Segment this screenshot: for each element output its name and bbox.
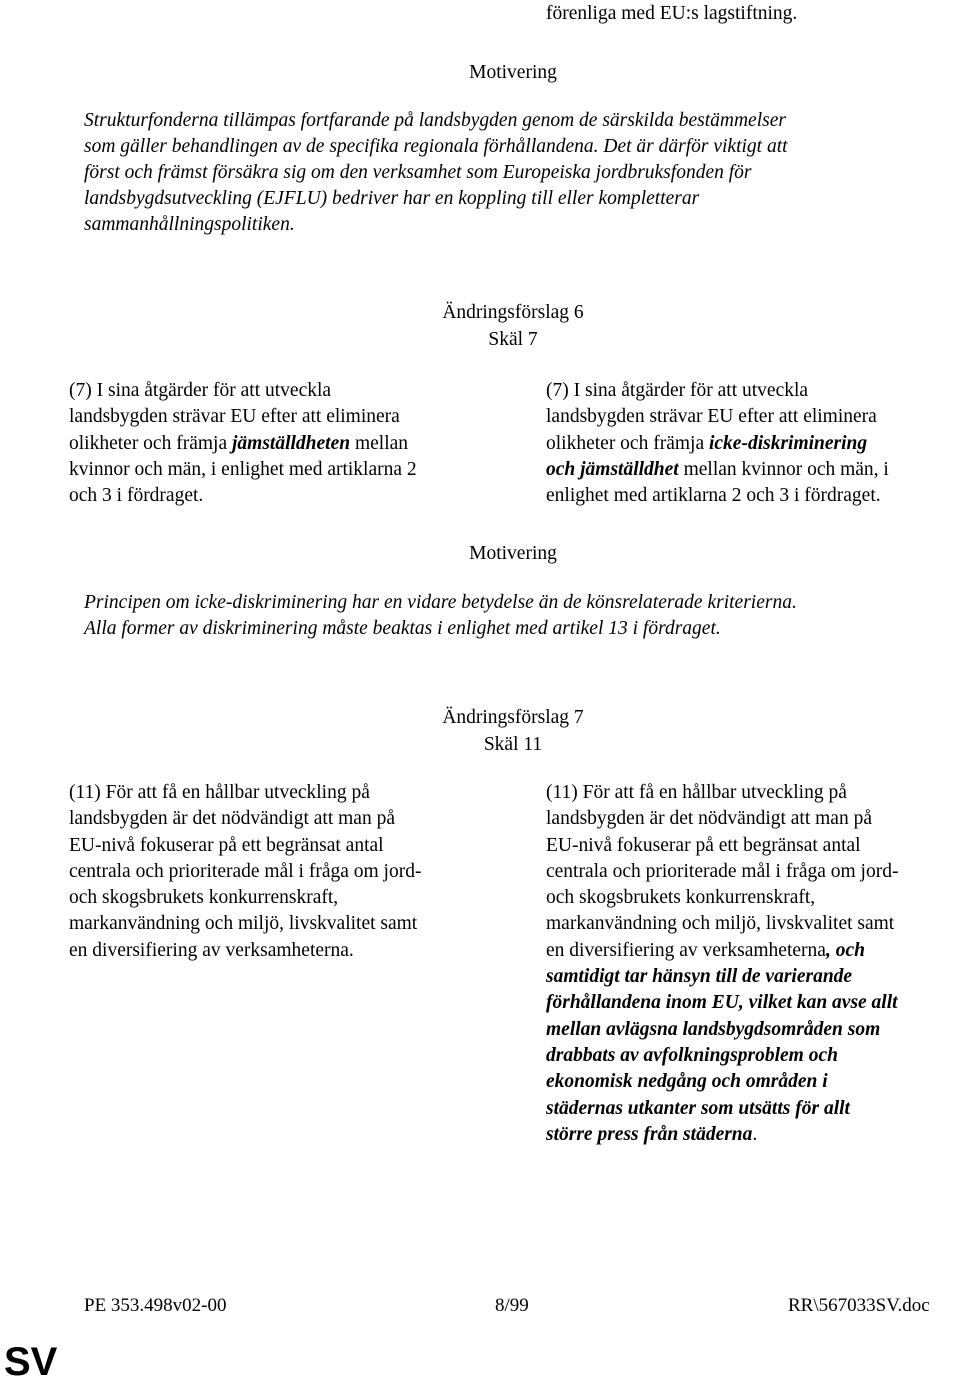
emphasized-text: och jämställdhet [546, 458, 679, 480]
text-line: landsbygden strävar EU efter att eliminera [546, 406, 877, 428]
commission-text-column [69, 378, 417, 509]
text-line: landsbygden strävar EU efter att eliminera [69, 406, 400, 428]
text-line: landsbygden är det nödvändigt att man på [69, 808, 395, 830]
emphasized-line: städernas utkanter som utsätts för allt [546, 1097, 850, 1119]
justification-heading: Motivering [469, 62, 557, 83]
commission-text-column [69, 780, 421, 964]
text-line: markanvändning och miljö, livskvalitet samt [69, 913, 418, 935]
text-line: markanvändning och miljö, livskvalitet samt [546, 913, 895, 935]
emphasized-line: samtidigt tar hänsyn till de varierande [546, 966, 853, 988]
footer-doc-ref: PE 353.498v02-00 [84, 1295, 227, 1316]
text-line: en diversifiering av verksamheterna. [69, 939, 354, 961]
text-line [69, 431, 417, 457]
text-line: och skogsbrukets konkurrenskraft, [546, 887, 816, 909]
footer-file-name: RR\567033SV.doc [788, 1295, 930, 1316]
justification-line: landsbygdsutveckling (EJFLU) bedriver har en koppling till eller kompletterar [84, 188, 700, 209]
text-line: (11) För att få en hållbar utveckling på [546, 782, 847, 803]
text-fragment: mellan kvinnor och män, i [678, 458, 889, 480]
text-line [546, 938, 898, 964]
text-line: och skogsbrukets konkurrenskraft, [69, 887, 339, 909]
emphasized-line: förhållandena inom EU, vilket kan avse allt [546, 992, 898, 1014]
text-line: (7) I sina åtgärder för att utveckla [546, 380, 809, 401]
justification-line: Alla former av diskriminering måste beaktas i enlighet med artikel 13 i fördraget. [84, 618, 721, 639]
text-line [546, 431, 889, 457]
text-fragment: en diversifiering av verksamheterna [546, 939, 826, 961]
text-line: landsbygden är det nödvändigt att man på [546, 808, 872, 830]
text-fragment: mellan [350, 432, 409, 454]
language-code: SV [4, 1340, 58, 1384]
emphasized-text: jämställdheten [231, 432, 351, 454]
text-line: EU-nivå fokuserar på ett begränsat antal [69, 834, 384, 856]
emphasized-text: icke-diskriminering [708, 432, 868, 454]
text-line: (11) För att få en hållbar utveckling på [69, 782, 370, 803]
text-line: EU-nivå fokuserar på ett begränsat antal [546, 834, 861, 856]
justification-line: som gäller behandlingen av de specifika regionala förhållandena. Det är därför viktigt att [84, 136, 788, 157]
text-line: enlighet med artiklarna 2 och 3 i fördraget. [546, 485, 881, 507]
justification-line: Strukturfonderna tillämpas fortfarande på landsbygden genom de särskilda bestämmelser [84, 110, 786, 131]
continuation-text: förenliga med EU:s lagstiftning. [546, 3, 798, 24]
text-fragment: olikheter och främja [546, 432, 709, 454]
emphasized-line: drabbats av avfolkningsproblem och [546, 1044, 838, 1066]
text-fragment: olikheter och främja [69, 432, 232, 454]
justification-body [84, 590, 797, 642]
text-line: centrala och prioriterade mål i fråga om jord- [69, 860, 422, 882]
emphasized-line: mellan avlägsna landsbygdsområden som [546, 1018, 881, 1040]
footer-page-number: 8/99 [495, 1295, 529, 1316]
text-line: kvinnor och män, i enlighet med artiklarna 2 [69, 458, 417, 480]
emphasized-text: , och [825, 939, 865, 961]
emphasized-text: större press från städerna [546, 1123, 753, 1145]
text-line [546, 1122, 898, 1148]
amendment-text-column [546, 378, 889, 509]
justification-line: först och främst försäkra sig om den verksamhet som Europeiska jordbruksfonden för [84, 162, 752, 183]
justification-body [84, 108, 788, 238]
text-fragment: . [752, 1123, 758, 1145]
text-line: centrala och prioriterade mål i fråga om jord- [546, 860, 899, 882]
text-line: (7) I sina åtgärder för att utveckla [69, 380, 332, 401]
justification-line: sammanhållningspolitiken. [84, 214, 295, 235]
emphasized-line: ekonomisk nedgång och områden i [546, 1071, 828, 1093]
amendment-title: Ändringsförslag 6 [442, 302, 584, 323]
text-line: och 3 i fördraget. [69, 485, 204, 507]
amendment-subtitle: Skäl 7 [488, 329, 538, 350]
amendment-subtitle: Skäl 11 [483, 734, 543, 755]
justification-heading: Motivering [469, 543, 557, 564]
amendment-title: Ändringsförslag 7 [442, 707, 584, 728]
amendment-text-column [546, 780, 898, 1148]
text-line [546, 457, 889, 483]
justification-line: Principen om icke-diskriminering har en vidare betydelse än de könsrelaterade kriterierna. [84, 592, 797, 613]
